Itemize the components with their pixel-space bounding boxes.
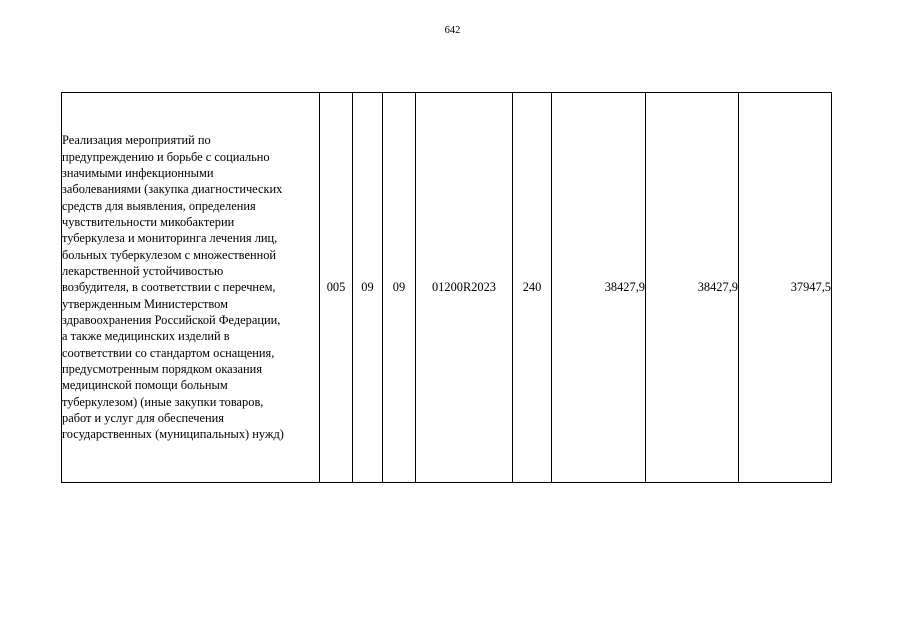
description-line: возбудителя, в соответствии с перечнем, bbox=[62, 280, 276, 295]
description-line: государственных (муниципальных) нужд) bbox=[62, 427, 284, 442]
description-line: соответствии со стандартом оснащения, bbox=[62, 345, 275, 360]
amount-1-cell: 38427,9 bbox=[552, 93, 646, 483]
description-line: Реализация мероприятий по bbox=[62, 133, 211, 148]
amount-2-cell: 38427,9 bbox=[646, 93, 739, 483]
description-line: предупреждению и борьбе с социально bbox=[62, 149, 270, 164]
ministry-code-cell: 005 bbox=[320, 93, 353, 483]
description-cell bbox=[62, 93, 320, 483]
description-line: медицинской помощи больным bbox=[62, 378, 228, 393]
description-line: заболеваниями (закупка диагностических bbox=[62, 182, 283, 197]
description-line: а также медицинских изделий в bbox=[62, 329, 230, 344]
description-line: здравоохранения Российской Федерации, bbox=[62, 313, 281, 328]
description-line: чувствительности микобактерии bbox=[62, 214, 235, 229]
description-line: утвержденным Министерством bbox=[62, 296, 228, 311]
description-line: предусмотренным порядком оказания bbox=[62, 362, 263, 377]
description-line: туберкулеза и мониторинга лечения лиц, bbox=[62, 231, 278, 246]
amount-3-cell: 37947,5 bbox=[739, 93, 832, 483]
description-line: значимыми инфекционными bbox=[62, 165, 214, 180]
description-line: туберкулезом) (иные закупки товаров, bbox=[62, 394, 264, 409]
description-line: лекарственной устойчивостью bbox=[62, 263, 224, 278]
description-line: средств для выявления, определения bbox=[62, 198, 256, 213]
budget-table bbox=[61, 92, 832, 483]
subsection-cell: 09 bbox=[383, 93, 416, 483]
target-article-cell: 01200R2023 bbox=[416, 93, 513, 483]
description-line: больных туберкулезом с множественной bbox=[62, 247, 277, 262]
expense-type-cell: 240 bbox=[513, 93, 552, 483]
description-line: работ и услуг для обеспечения bbox=[62, 411, 224, 426]
page-number: 642 bbox=[444, 25, 461, 36]
section-cell: 09 bbox=[353, 93, 383, 483]
table-row bbox=[62, 93, 832, 483]
